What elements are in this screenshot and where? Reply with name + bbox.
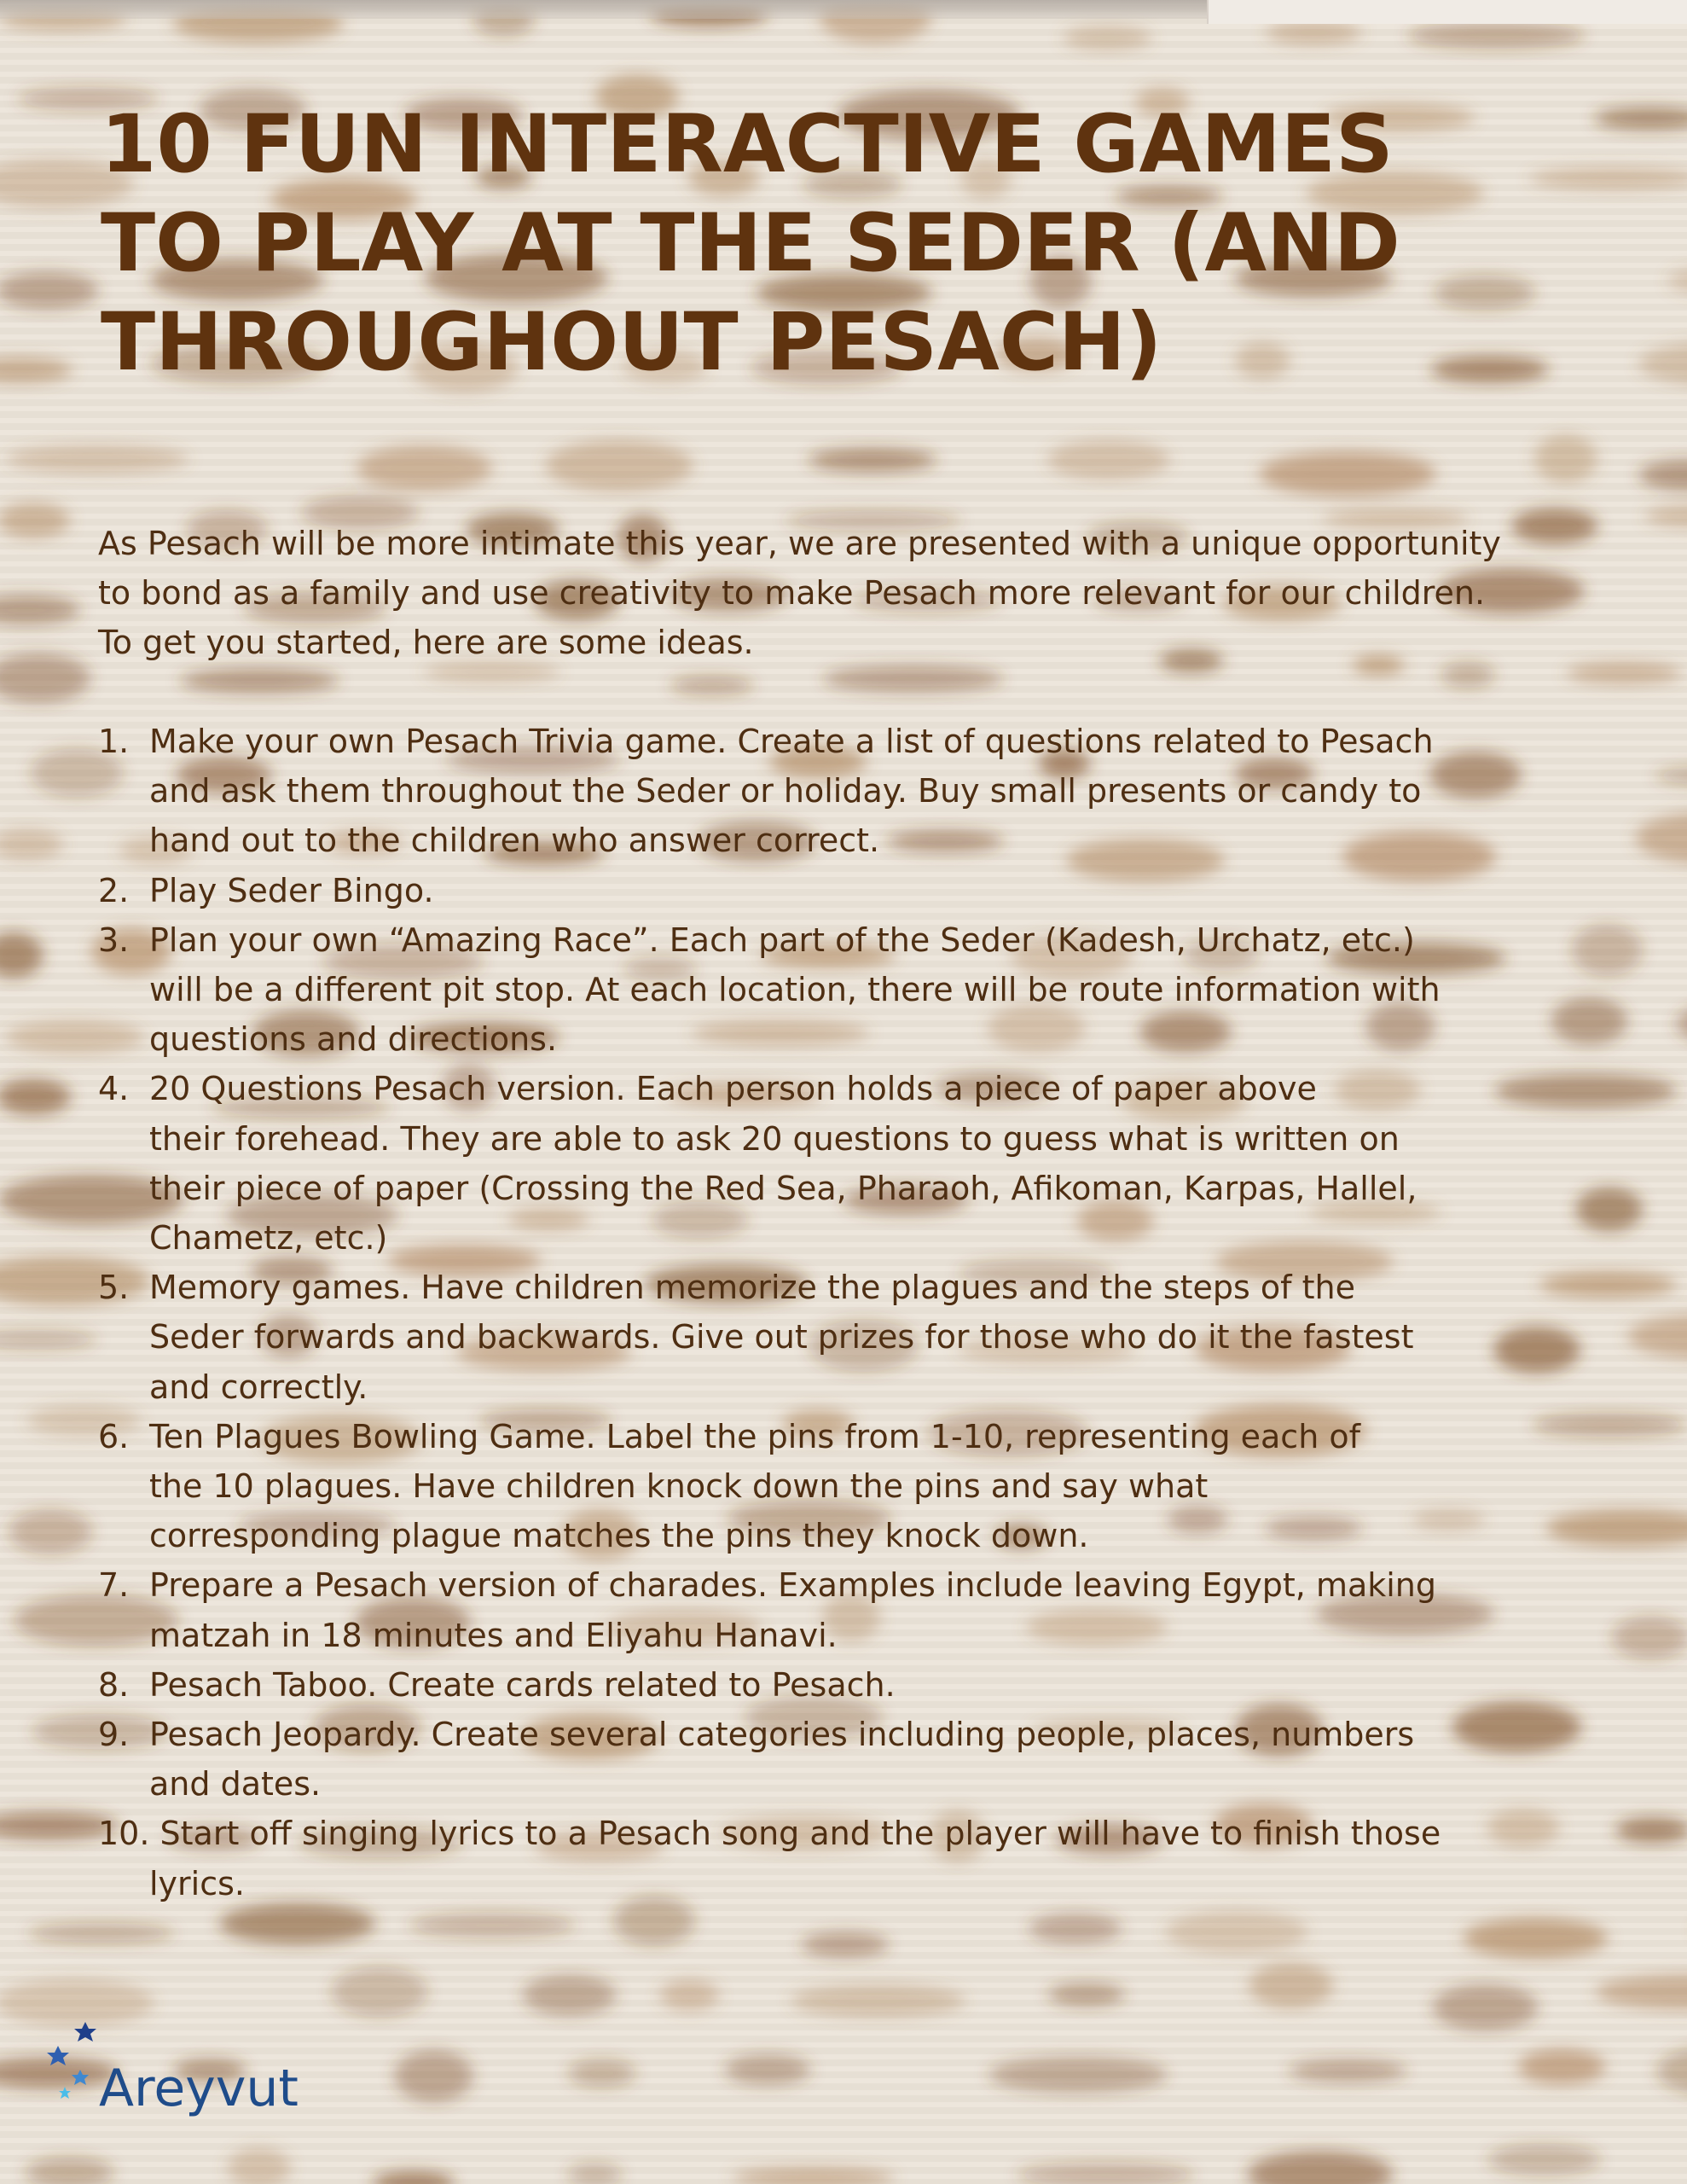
title-line: THROUGHOUT PESACH): [101, 296, 1162, 389]
game-text-line: and ask them throughout the Seder or holiday. Buy small presents or candy to: [149, 772, 1422, 810]
game-item-7: [98, 1560, 1616, 1659]
page-title: [101, 96, 1602, 392]
intro-line: As Pesach will be more intimate this year, we are presented with a unique opportunity: [98, 525, 1501, 562]
game-item-1: [98, 717, 1616, 866]
list-number: 3.: [98, 921, 130, 959]
game-item-9: [98, 1710, 1616, 1809]
intro-paragraph: [98, 519, 1616, 667]
game-item-2: [98, 866, 1616, 915]
game-text-line: corresponding plague matches the pins they knock down.: [149, 1517, 1089, 1555]
intro-line: to bond as a family and use creativity to make Pesach more relevant for our children.: [98, 574, 1486, 612]
game-item-10: [98, 1809, 1616, 1908]
game-text-line: Chametz, etc.): [149, 1219, 388, 1258]
blue-star-icon: [72, 2070, 89, 2085]
list-number: 9.: [98, 1716, 130, 1754]
game-text-line: and dates.: [149, 1765, 322, 1804]
list-number: 7.: [98, 1566, 130, 1605]
game-item-3: [98, 915, 1616, 1065]
game-text-line: Ten Plagues Bowling Game. Label the pins from 1-10, representing each of: [149, 1417, 1360, 1455]
game-item-4: [98, 1064, 1616, 1263]
game-item-8: [98, 1660, 1616, 1710]
game-text-line: Make your own Pesach Trivia game. Create a list of questions related to Pesach: [149, 723, 1434, 760]
game-text-line: Prepare a Pesach version of charades. Examples include leaving Egypt, making: [149, 1566, 1437, 1605]
game-text-line: and correctly.: [149, 1368, 368, 1406]
game-text-line: Play Seder Bingo.: [149, 871, 434, 909]
game-text-line: will be a different pit stop. At each location, there will be route information with: [149, 971, 1441, 1009]
game-item-6: [98, 1412, 1616, 1561]
game-text-line: lyrics.: [149, 1864, 245, 1902]
light-star-icon: [59, 2087, 71, 2099]
game-text-line: matzah in 18 minutes and Eliyahu Hanavi.: [149, 1616, 838, 1654]
game-text-line: Pesach Jeopardy. Create several categories including people, places, numbers: [149, 1716, 1415, 1754]
list-number: 8.: [98, 1665, 130, 1704]
game-text-line: hand out to the children who answer correct.: [149, 822, 880, 860]
list-number: 1.: [98, 723, 130, 760]
mid-star-icon: [47, 2046, 69, 2065]
game-text-line: Memory games. Have children memorize the plagues and the steps of the: [149, 1269, 1355, 1307]
title-line: TO PLAY AT THE SEDER (AND: [101, 197, 1400, 290]
intro-line: To get you started, here are some ideas.: [98, 624, 754, 661]
areyvut-logo: [43, 2020, 333, 2118]
list-number: 10.: [98, 1815, 150, 1853]
list-number: 6.: [98, 1417, 130, 1455]
game-text-line: the 10 plagues. Have children knock down the pins and say what: [149, 1467, 1209, 1506]
game-text-line: Seder forwards and backwards. Give out prizes for those who do it the fastest: [149, 1318, 1414, 1356]
game-text-line: Plan your own “Amazing Race”. Each part of the Seder (Kadesh, Urchatz, etc.): [149, 921, 1415, 959]
games-list: [98, 717, 1616, 1908]
game-item-5: [98, 1263, 1616, 1412]
game-text-line: Pesach Taboo. Create cards related to Pesach.: [149, 1665, 896, 1704]
game-text-line: their piece of paper (Crossing the Red Sea, Pharaoh, Afikoman, Karpas, Hallel,: [149, 1169, 1417, 1207]
game-text-line: their forehead. They are able to ask 20 questions to guess what is written on: [149, 1119, 1400, 1158]
list-number: 4.: [98, 1070, 130, 1108]
list-number: 5.: [98, 1269, 130, 1307]
title-line: 10 FUN INTERACTIVE GAMES: [101, 98, 1394, 191]
game-text-line: 20 Questions Pesach version. Each person holds a piece of paper above: [149, 1070, 1317, 1108]
dark-star-icon: [74, 2022, 96, 2042]
list-number: 2.: [98, 871, 130, 909]
logo-wordmark: Areyvut: [99, 2059, 299, 2118]
game-text-line: questions and directions.: [149, 1020, 558, 1059]
game-text-line: Start off singing lyrics to a Pesach song and the player will have to finish those: [159, 1815, 1441, 1853]
